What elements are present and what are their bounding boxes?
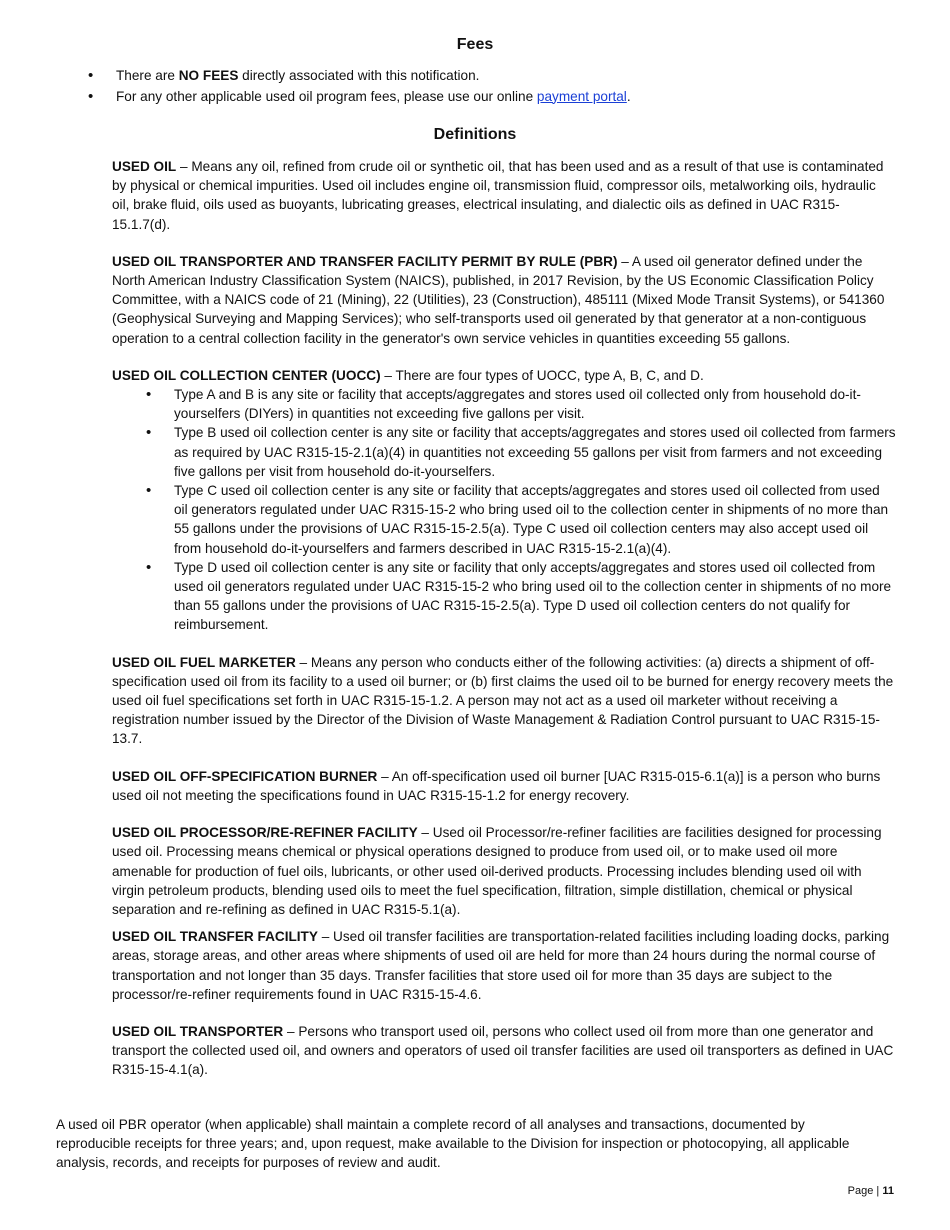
fees-heading: Fees bbox=[456, 36, 494, 53]
definition-transfer-facility: USED OIL TRANSFER FACILITY – Used oil transfer facilities are transportation-related facilities including loading docks, parking areas, storage areas, and other areas where shipments of used oil are held for more than 24 hours during the normal course of transportation and not longer than 35 days. Transfer facilities that store used oil for more than 35 days are subject to the processor/re-refiner requirements found in UAC R315-15-4.6. bbox=[112, 929, 890, 1002]
uocc-type-item: • Type A and B is any site or facility that accepts/aggregates and stores used oil collected only from household do-it-yourselfers (DIYers) in quantities not exceeding five gallons per visit. bbox=[112, 385, 896, 423]
fees-item-portal: • For any other applicable used oil program fees, please use our online payment portal. bbox=[88, 87, 888, 108]
payment-portal-link[interactable]: payment portal bbox=[536, 88, 627, 104]
page-label: Page bbox=[847, 1185, 874, 1197]
definitions-heading: Definitions bbox=[433, 126, 517, 143]
no-fees-emphasis: NO FEES bbox=[178, 68, 239, 83]
page-number: 11 bbox=[882, 1185, 894, 1197]
uocc-type-item: • Type D used oil collection center is any site or facility that only accepts/aggregates and stores used oil collected from used oil generators regulated under UAC R315-15-2 who bring used oil to the collection center in shipments of no more than 55 gallons under the provisions of UAC R315-15-2.5(a). Type D used oil collection centers do not qualify for reimbursement. bbox=[112, 558, 896, 635]
definition-fuel-marketer: USED OIL FUEL MARKETER – Means any person who conducts either of the following activities: (a) directs a shipment of off-specification used oil from its facility to a used oil burner; or (b) first claims the used oil to be burned for energy recovery meets the used oil fuel specifications set forth in UAC R315-15-1.2. A person may not act as a used oil marketer without receiving a registration number issued by the Director of the Division of Waste Management & Radiation Control pursuant to UAC R315-15-13.7. bbox=[112, 654, 894, 747]
fees-list bbox=[88, 66, 888, 107]
definition-processor: USED OIL PROCESSOR/RE-REFINER FACILITY – Used oil Processor/re-refiner facilities are facilities designed for processing used oil. Processing means chemical or physical operations designed to produce from used oil, or to make used oil more amenable for production of fuel oils, lubricants, or other used oil-derived products. Processing includes blending used oil with virgin petroleum products, blending used oils to meet the fuel specification, filtration, simple distillation, chemical or physical separation and re-refining as defined in UAC R315-5.1(a). bbox=[112, 825, 882, 917]
definition-off-spec-burner: USED OIL OFF-SPECIFICATION BURNER – An off-specification used oil burner [UAC R315-015-6.1(a)] is a person who burns used oil not meeting the specifications found in UAC R315-15-1.2 for energy recovery. bbox=[112, 768, 881, 803]
definition-uocc: USED OIL COLLECTION CENTER (UOCC) – There are four types of UOCC, type A, B, C, and D. bbox=[112, 367, 704, 383]
fees-item-no-fees: • There are NO FEES directly associated with this notification. bbox=[88, 66, 888, 87]
uocc-type-item: • Type C used oil collection center is any site or facility that accepts/aggregates and stores used oil collected from used oil generators regulated under UAC R315-15-2 who bring used oil to the collection center in shipments of no more than 55 gallons under the provisions of UAC R315-15-2.5(a). Type C used oil collection centers may also accept used oil from household do-it-yourselfers and farmers described in UAC R315-15-2.1(a)(4). bbox=[112, 481, 896, 558]
definition-transporter: USED OIL TRANSPORTER – Persons who transport used oil, persons who collect used oil from more than one generator and transport the collected used oil, and owners and operators of used oil transfer facilities are used oil transporters as defined in UAC R315-15-4.1(a). bbox=[112, 1023, 894, 1078]
definition-used-oil: USED OIL – Means any oil, refined from crude oil or synthetic oil, that has been used and as a result of that use is contaminated by physical or chemical impurities. Used oil includes engine oil, transmission fluid, compressor oils, metalworking oils, hydraulic oil, brake fluid, oils used as buoyants, lubricating greases, electrical insulating, and dialectic oils as defined in UAC R315-15.1.7(d). bbox=[112, 159, 884, 232]
definitions-body bbox=[112, 157, 896, 1080]
page-footer: Page | 11 bbox=[847, 1185, 894, 1197]
uocc-type-item: • Type B used oil collection center is any site or facility that accepts/aggregates and stores used oil collected from farmers as required by UAC R315-15-2.1(a)(4) in quantities not exceeding 55 gallons per visit from farmers and not exceeding five gallons per visit from household do-it-yourselfers. bbox=[112, 423, 896, 481]
uocc-types-list bbox=[112, 385, 896, 635]
closing-paragraph: A used oil PBR operator (when applicable) shall maintain a complete record of all analyses and transactions, documented by reproducible receipts for three years; and, upon request, make available to the Division for inspection or photocopying, all applicable analysis, records, and receipts for purposes of review and audit. bbox=[56, 1117, 850, 1171]
definition-pbr: USED OIL TRANSPORTER AND TRANSFER FACILITY PERMIT BY RULE (PBR) – A used oil generator defined under the North American Industry Classification System (NAICS), published, in 2017 Revision, by the US Economic Classification Policy Committee, with a NAICS code of 21 (Mining), 22 (Utilities), 23 (Construction), 485111 (Mixed Mode Transit Systems), or 541360 (Geophysical Surveying and Mapping Services); who self-transports used oil generated by that generator at a non-contiguous operation to a central collection facility in the generator's own service vehicles in quantities exceeding 55 gallons. bbox=[112, 253, 885, 346]
